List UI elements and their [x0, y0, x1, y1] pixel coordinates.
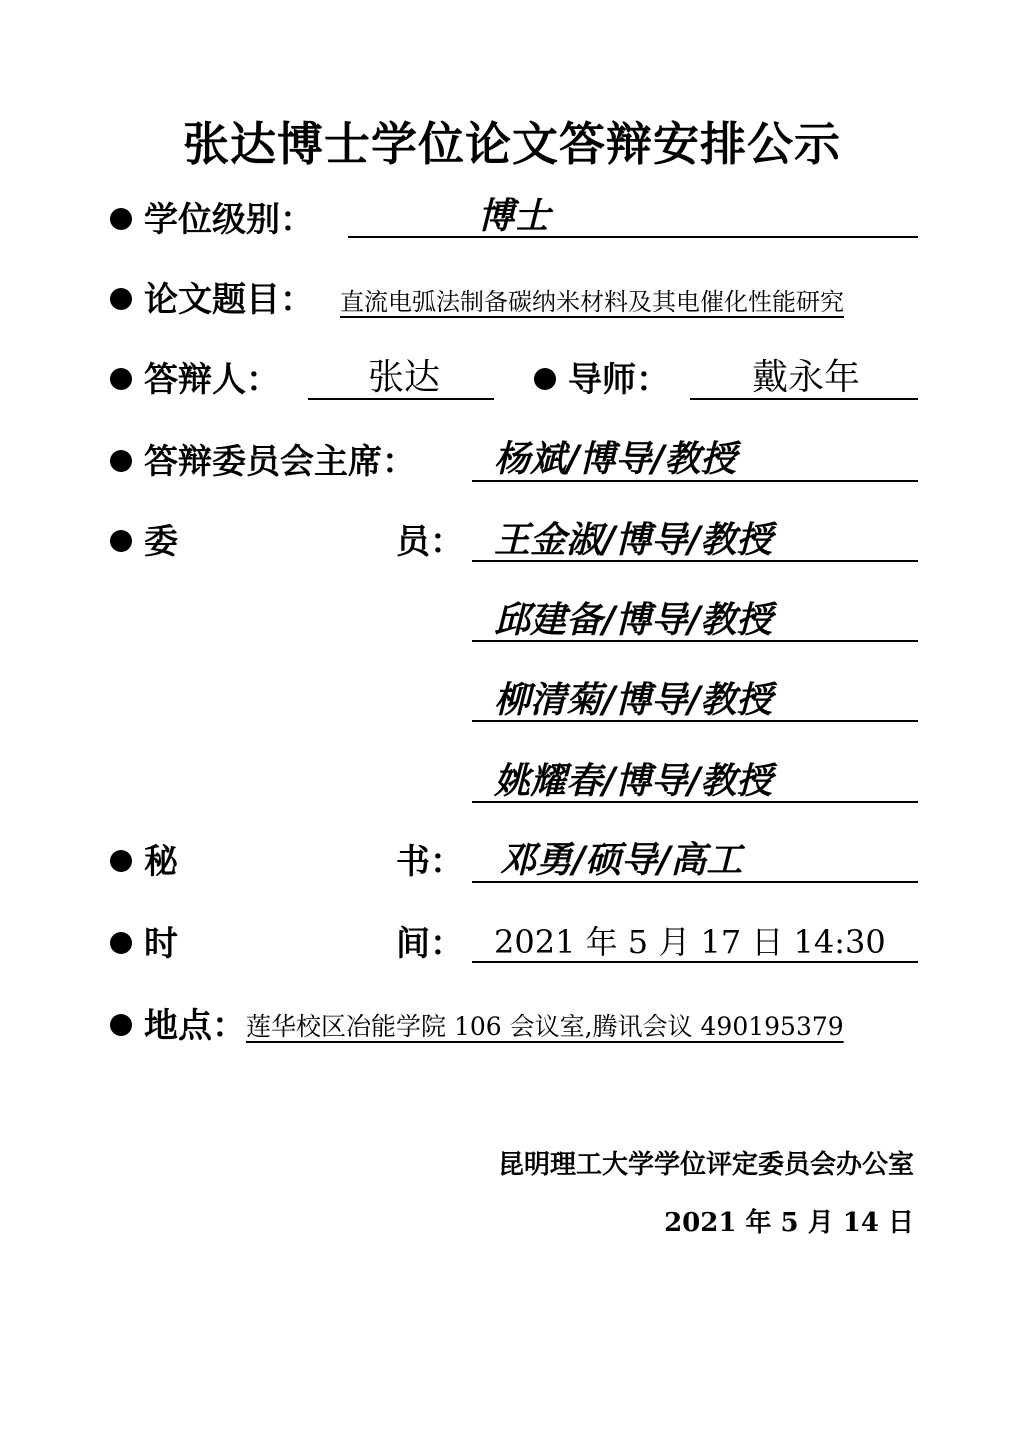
- member-item: 王金淑/博导/教授: [494, 519, 773, 561]
- defender-underline: [308, 398, 494, 400]
- secretary-underline: [472, 881, 918, 883]
- advisor-value: 戴永年: [752, 357, 861, 398]
- secretary-label-right: 书：: [396, 842, 464, 882]
- secretary-value: 邓勇/硕导/高工: [500, 839, 743, 881]
- bullet-icon: [110, 1014, 132, 1036]
- advisor-underline: [690, 398, 918, 400]
- bullet-icon: [534, 368, 556, 390]
- bullet-icon: [110, 450, 132, 472]
- chair-label: 答辩委员会主席：: [144, 442, 416, 482]
- time-label-left: 时: [144, 924, 178, 964]
- location-value: 莲华校区冶能学院 106 会议室,腾讯会议 490195379: [246, 1012, 844, 1041]
- defender-value: 张达: [368, 357, 441, 398]
- bullet-icon: [110, 530, 132, 552]
- member-item: 姚耀春/博导/教授: [494, 760, 773, 802]
- thesis-label: 论文题目：: [144, 280, 314, 320]
- time-label-right: 间：: [396, 924, 464, 964]
- thesis-value: 直流电弧法制备碳纳米材料及其电催化性能研究: [340, 288, 844, 316]
- bullet-icon: [110, 368, 132, 390]
- defender-label: 答辩人：: [144, 360, 280, 400]
- degree-underline: [348, 236, 918, 238]
- location-label: 地点：: [144, 1006, 246, 1046]
- bullet-icon: [110, 288, 132, 310]
- members-label-left: 委: [144, 522, 178, 562]
- time-underline: [472, 961, 918, 963]
- bullet-icon: [110, 932, 132, 954]
- bullet-icon: [110, 850, 132, 872]
- issuing-office: 昆明理工大学学位评定委员会办公室: [497, 1150, 914, 1180]
- chair-underline: [472, 480, 918, 482]
- secretary-label-left: 秘: [144, 842, 178, 882]
- page-title: 张达博士学位论文答辩安排公示: [183, 117, 841, 171]
- time-value: 2021 年 5 月 17 日 14:30: [494, 923, 886, 961]
- members-label-right: 员：: [396, 522, 464, 562]
- issue-date: 2021 年 5 月 14 日: [664, 1208, 914, 1238]
- member-item: 邱建备/博导/教授: [494, 599, 773, 641]
- member-item: 柳清菊/博导/教授: [494, 679, 773, 721]
- chair-value: 杨斌/博导/教授: [494, 438, 737, 480]
- advisor-label: 导师：: [568, 360, 670, 400]
- bullet-icon: [110, 208, 132, 230]
- degree-value: 博士: [478, 195, 551, 237]
- degree-label: 学位级别：: [144, 200, 314, 240]
